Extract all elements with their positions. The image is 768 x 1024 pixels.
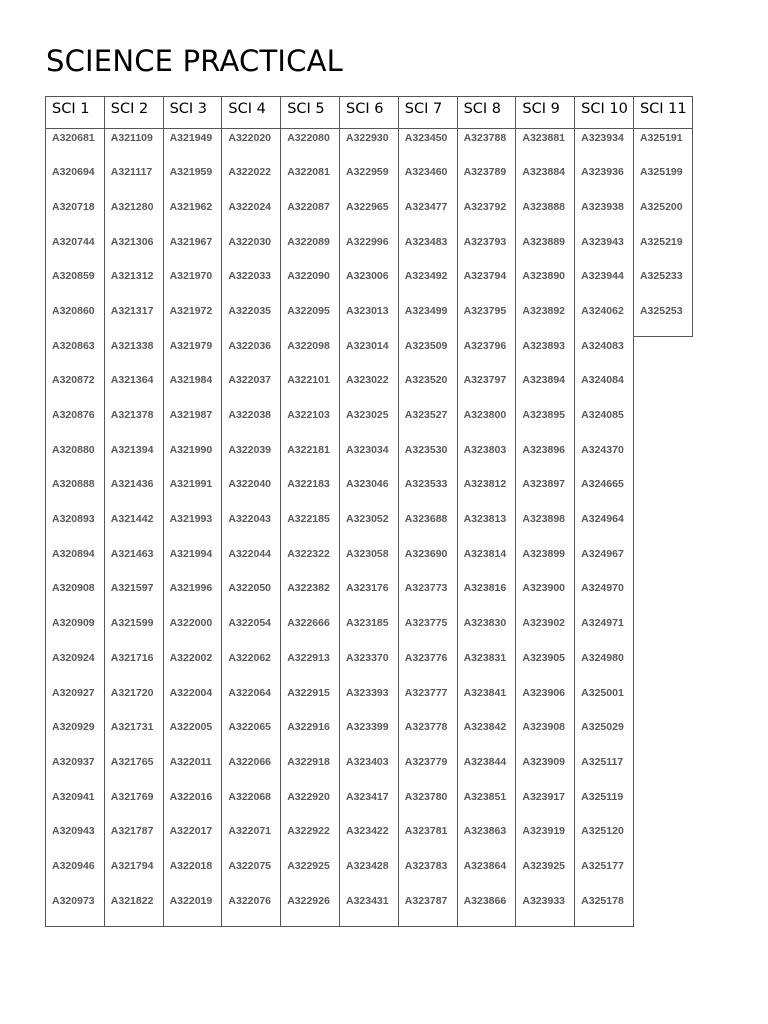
table-cell: A324980 [575, 649, 634, 684]
table-cell: A321463 [104, 545, 163, 580]
table-row [46, 753, 693, 788]
header-row [46, 97, 693, 129]
table-cell: A322076 [222, 892, 281, 927]
table-cell: A324964 [575, 510, 634, 545]
table-cell: A323499 [398, 302, 457, 337]
table-cell: A323816 [457, 579, 516, 614]
table-cell: A323842 [457, 718, 516, 753]
table-cell: A322930 [339, 129, 398, 164]
table-cell: A323866 [457, 892, 516, 927]
table-cell: A323909 [516, 753, 575, 788]
table-cell: A322075 [222, 857, 281, 892]
empty-cell [633, 684, 692, 719]
table-cell: A325001 [575, 684, 634, 719]
table-cell: A323889 [516, 233, 575, 268]
table-cell: A323803 [457, 441, 516, 476]
table-cell: A321765 [104, 753, 163, 788]
table-cell: A322959 [339, 163, 398, 198]
table-cell: A323393 [339, 684, 398, 719]
table-cell: A322038 [222, 406, 281, 441]
column-header: SCI 2 [104, 97, 163, 129]
column-header: SCI 5 [281, 97, 340, 129]
table-cell: A323460 [398, 163, 457, 198]
table-cell: A322916 [281, 718, 340, 753]
table-cell: A323492 [398, 267, 457, 302]
table-cell: A320929 [46, 718, 105, 753]
table-cell: A321967 [163, 233, 222, 268]
table-cell: A323933 [516, 892, 575, 927]
table-cell: A322666 [281, 614, 340, 649]
table-cell: A322920 [281, 788, 340, 823]
table-cell: A322050 [222, 579, 281, 614]
table-cell: A322039 [222, 441, 281, 476]
table-cell: A321338 [104, 337, 163, 372]
table-row [46, 302, 693, 337]
table-header [46, 97, 693, 129]
table-cell: A322024 [222, 198, 281, 233]
table-cell: A323690 [398, 545, 457, 580]
table-cell: A322033 [222, 267, 281, 302]
table-cell: A322020 [222, 129, 281, 164]
table-cell: A323370 [339, 649, 398, 684]
column-header: SCI 9 [516, 97, 575, 129]
table-cell: A323780 [398, 788, 457, 823]
table-cell: A322098 [281, 337, 340, 372]
table-cell: A325177 [575, 857, 634, 892]
table-cell: A323477 [398, 198, 457, 233]
table-cell: A322996 [339, 233, 398, 268]
table-cell: A323794 [457, 267, 516, 302]
empty-cell [633, 579, 692, 614]
table-cell: A323417 [339, 788, 398, 823]
table-cell: A323936 [575, 163, 634, 198]
table-cell: A322087 [281, 198, 340, 233]
table-cell: A324967 [575, 545, 634, 580]
table-cell: A323841 [457, 684, 516, 719]
table-cell: A321720 [104, 684, 163, 719]
table-row [46, 718, 693, 753]
table-cell: A323046 [339, 475, 398, 510]
table-cell: A324370 [575, 441, 634, 476]
table-cell: A322915 [281, 684, 340, 719]
table-cell: A321378 [104, 406, 163, 441]
table-cell: A323778 [398, 718, 457, 753]
table-cell: A323776 [398, 649, 457, 684]
table-cell: A323788 [457, 129, 516, 164]
table-cell: A323431 [339, 892, 398, 927]
table-cell: A323789 [457, 163, 516, 198]
table-cell: A322016 [163, 788, 222, 823]
table-cell: A323520 [398, 371, 457, 406]
empty-cell [633, 337, 692, 372]
table-cell: A323006 [339, 267, 398, 302]
table-cell: A322095 [281, 302, 340, 337]
table-cell: A323897 [516, 475, 575, 510]
table-cell: A323773 [398, 579, 457, 614]
table-cell: A323899 [516, 545, 575, 580]
table-cell: A324085 [575, 406, 634, 441]
table-cell: A321731 [104, 718, 163, 753]
table-row [46, 614, 693, 649]
table-cell: A321117 [104, 163, 163, 198]
table-cell: A323892 [516, 302, 575, 337]
table-cell: A322030 [222, 233, 281, 268]
column-header: SCI 3 [163, 97, 222, 129]
table-cell: A323793 [457, 233, 516, 268]
empty-cell [633, 857, 692, 892]
table-row [46, 822, 693, 857]
table-cell: A320694 [46, 163, 105, 198]
table-cell: A320888 [46, 475, 105, 510]
table-cell: A320908 [46, 579, 105, 614]
table-cell: A321970 [163, 267, 222, 302]
table-cell: A322011 [163, 753, 222, 788]
table-cell: A320924 [46, 649, 105, 684]
table-cell: A322019 [163, 892, 222, 927]
table-cell: A325029 [575, 718, 634, 753]
column-header: SCI 11 [633, 97, 692, 129]
column-header: SCI 10 [575, 97, 634, 129]
empty-cell [633, 822, 692, 857]
table-cell: A322185 [281, 510, 340, 545]
table-cell: A325233 [633, 267, 692, 302]
table-cell: A322017 [163, 822, 222, 857]
table-cell: A321959 [163, 163, 222, 198]
column-header: SCI 4 [222, 97, 281, 129]
column-header: SCI 1 [46, 97, 105, 129]
empty-cell [633, 545, 692, 580]
table-cell: A321993 [163, 510, 222, 545]
table-cell: A322090 [281, 267, 340, 302]
table-cell: A321306 [104, 233, 163, 268]
table-cell: A323185 [339, 614, 398, 649]
table-cell: A323509 [398, 337, 457, 372]
table-cell: A322066 [222, 753, 281, 788]
table-cell: A322044 [222, 545, 281, 580]
table-cell: A322382 [281, 579, 340, 614]
empty-cell [633, 475, 692, 510]
table-cell: A321436 [104, 475, 163, 510]
table-cell: A323934 [575, 129, 634, 164]
table-cell: A320744 [46, 233, 105, 268]
table-cell: A323894 [516, 371, 575, 406]
table-cell: A323450 [398, 129, 457, 164]
table-row [46, 788, 693, 823]
table-cell: A321787 [104, 822, 163, 857]
table-cell: A323176 [339, 579, 398, 614]
table-cell: A321996 [163, 579, 222, 614]
table-cell: A322005 [163, 718, 222, 753]
table-cell: A320876 [46, 406, 105, 441]
table-cell: A323013 [339, 302, 398, 337]
table-cell: A321599 [104, 614, 163, 649]
table-cell: A323781 [398, 822, 457, 857]
table-cell: A323864 [457, 857, 516, 892]
table-row [46, 441, 693, 476]
table-cell: A325178 [575, 892, 634, 927]
table-row [46, 649, 693, 684]
table-cell: A323797 [457, 371, 516, 406]
table-cell: A322925 [281, 857, 340, 892]
empty-cell [633, 788, 692, 823]
table-cell: A323813 [457, 510, 516, 545]
table-cell: A323814 [457, 545, 516, 580]
table-cell: A323895 [516, 406, 575, 441]
table-cell: A321364 [104, 371, 163, 406]
table-cell: A322101 [281, 371, 340, 406]
table-cell: A323399 [339, 718, 398, 753]
table-cell: A323908 [516, 718, 575, 753]
table-cell: A320894 [46, 545, 105, 580]
table-cell: A321716 [104, 649, 163, 684]
table-cell: A321962 [163, 198, 222, 233]
table-cell: A320943 [46, 822, 105, 857]
table-cell: A322004 [163, 684, 222, 719]
table-cell: A323800 [457, 406, 516, 441]
table-cell: A323775 [398, 614, 457, 649]
empty-cell [633, 649, 692, 684]
table-cell: A322965 [339, 198, 398, 233]
table-cell: A322081 [281, 163, 340, 198]
table-cell: A320872 [46, 371, 105, 406]
table-cell: A325200 [633, 198, 692, 233]
table-cell: A321312 [104, 267, 163, 302]
table-cell: A323830 [457, 614, 516, 649]
table-cell: A322065 [222, 718, 281, 753]
table-cell: A323938 [575, 198, 634, 233]
table-cell: A321972 [163, 302, 222, 337]
table-cell: A320973 [46, 892, 105, 927]
table-cell: A321994 [163, 545, 222, 580]
table-cell: A322022 [222, 163, 281, 198]
table-cell: A322322 [281, 545, 340, 580]
table-cell: A323944 [575, 267, 634, 302]
table-cell: A322040 [222, 475, 281, 510]
table-cell: A320718 [46, 198, 105, 233]
table-cell: A323530 [398, 441, 457, 476]
table-cell: A321979 [163, 337, 222, 372]
table-cell: A323890 [516, 267, 575, 302]
table-cell: A321984 [163, 371, 222, 406]
table-cell: A321987 [163, 406, 222, 441]
table-cell: A322918 [281, 753, 340, 788]
column-header: SCI 8 [457, 97, 516, 129]
column-header: SCI 6 [339, 97, 398, 129]
table-cell: A323795 [457, 302, 516, 337]
empty-cell [633, 441, 692, 476]
table-cell: A322926 [281, 892, 340, 927]
table-cell: A323919 [516, 822, 575, 857]
table-cell: A323428 [339, 857, 398, 892]
table-cell: A320859 [46, 267, 105, 302]
table-cell: A323783 [398, 857, 457, 892]
table-cell: A320863 [46, 337, 105, 372]
table-cell: A320941 [46, 788, 105, 823]
table-cell: A325199 [633, 163, 692, 198]
table-cell: A321597 [104, 579, 163, 614]
table-cell: A322062 [222, 649, 281, 684]
table-cell: A321822 [104, 892, 163, 927]
table-cell: A325119 [575, 788, 634, 823]
table-cell: A322103 [281, 406, 340, 441]
table-cell: A321109 [104, 129, 163, 164]
table-cell: A325120 [575, 822, 634, 857]
table-row [46, 337, 693, 372]
table-cell: A323898 [516, 510, 575, 545]
table-cell: A323034 [339, 441, 398, 476]
table-cell: A320893 [46, 510, 105, 545]
table-cell: A322068 [222, 788, 281, 823]
table-cell: A325219 [633, 233, 692, 268]
table-cell: A322913 [281, 649, 340, 684]
table-cell: A323831 [457, 649, 516, 684]
table-row [46, 892, 693, 927]
table-cell: A323796 [457, 337, 516, 372]
page-title: SCIENCE PRACTICAL [46, 44, 343, 78]
table-cell: A324970 [575, 579, 634, 614]
science-practical-table [45, 96, 693, 927]
table-cell: A322036 [222, 337, 281, 372]
table-cell: A323527 [398, 406, 457, 441]
table-cell: A321990 [163, 441, 222, 476]
table-cell: A323896 [516, 441, 575, 476]
table-cell: A323881 [516, 129, 575, 164]
table-cell: A321280 [104, 198, 163, 233]
table-cell: A320860 [46, 302, 105, 337]
table-cell: A323052 [339, 510, 398, 545]
table-row [46, 267, 693, 302]
table-cell: A321442 [104, 510, 163, 545]
table-cell: A323792 [457, 198, 516, 233]
table-cell: A323844 [457, 753, 516, 788]
table-row [46, 545, 693, 580]
table-cell: A323888 [516, 198, 575, 233]
table-cell: A322183 [281, 475, 340, 510]
table-body [46, 129, 693, 927]
table-cell: A323905 [516, 649, 575, 684]
table-row [46, 857, 693, 892]
empty-cell [633, 406, 692, 441]
table-cell: A321949 [163, 129, 222, 164]
table-cell: A323422 [339, 822, 398, 857]
table-cell: A322080 [281, 129, 340, 164]
table-row [46, 579, 693, 614]
table-cell: A323787 [398, 892, 457, 927]
table-cell: A323863 [457, 822, 516, 857]
table-cell: A323025 [339, 406, 398, 441]
table-cell: A322037 [222, 371, 281, 406]
table-cell: A323022 [339, 371, 398, 406]
table-cell: A323893 [516, 337, 575, 372]
table-row [46, 198, 693, 233]
empty-cell [633, 371, 692, 406]
table-cell: A322922 [281, 822, 340, 857]
table-cell: A322035 [222, 302, 281, 337]
table-cell: A322089 [281, 233, 340, 268]
table-cell: A320927 [46, 684, 105, 719]
table-cell: A320681 [46, 129, 105, 164]
table-row [46, 510, 693, 545]
table-cell: A320909 [46, 614, 105, 649]
table-cell: A322002 [163, 649, 222, 684]
table-cell: A324083 [575, 337, 634, 372]
table-cell: A322181 [281, 441, 340, 476]
table-cell: A323483 [398, 233, 457, 268]
table-cell: A323851 [457, 788, 516, 823]
table-row [46, 163, 693, 198]
table-cell: A323688 [398, 510, 457, 545]
table-row [46, 371, 693, 406]
table-cell: A324084 [575, 371, 634, 406]
table-cell: A321769 [104, 788, 163, 823]
table-cell: A324971 [575, 614, 634, 649]
table-cell: A323403 [339, 753, 398, 788]
table-cell: A320937 [46, 753, 105, 788]
table-cell: A325253 [633, 302, 692, 337]
table-cell: A324665 [575, 475, 634, 510]
table-cell: A323777 [398, 684, 457, 719]
table-cell: A323533 [398, 475, 457, 510]
table-cell: A322064 [222, 684, 281, 719]
table-row [46, 406, 693, 441]
table-cell: A323917 [516, 788, 575, 823]
table-cell: A325191 [633, 129, 692, 164]
table-row [46, 475, 693, 510]
table-cell: A320880 [46, 441, 105, 476]
table-cell: A321317 [104, 302, 163, 337]
empty-cell [633, 510, 692, 545]
column-header: SCI 7 [398, 97, 457, 129]
table-cell: A321394 [104, 441, 163, 476]
table-cell: A323779 [398, 753, 457, 788]
table-cell: A324062 [575, 302, 634, 337]
table-cell: A323943 [575, 233, 634, 268]
table-cell: A322054 [222, 614, 281, 649]
empty-cell [633, 718, 692, 753]
table-cell: A325117 [575, 753, 634, 788]
empty-cell [633, 892, 692, 927]
table-cell: A321991 [163, 475, 222, 510]
table-cell: A320946 [46, 857, 105, 892]
table-row [46, 684, 693, 719]
table-row [46, 233, 693, 268]
table-cell: A323812 [457, 475, 516, 510]
table-cell: A323884 [516, 163, 575, 198]
empty-cell [633, 614, 692, 649]
table-cell: A322018 [163, 857, 222, 892]
table-cell: A322071 [222, 822, 281, 857]
table-cell: A323925 [516, 857, 575, 892]
table-cell: A323906 [516, 684, 575, 719]
table-cell: A322000 [163, 614, 222, 649]
table-cell: A321794 [104, 857, 163, 892]
table-cell: A323902 [516, 614, 575, 649]
table-cell: A323058 [339, 545, 398, 580]
empty-cell [633, 753, 692, 788]
table-row [46, 129, 693, 164]
table-cell: A323014 [339, 337, 398, 372]
table-cell: A323900 [516, 579, 575, 614]
table-cell: A322043 [222, 510, 281, 545]
